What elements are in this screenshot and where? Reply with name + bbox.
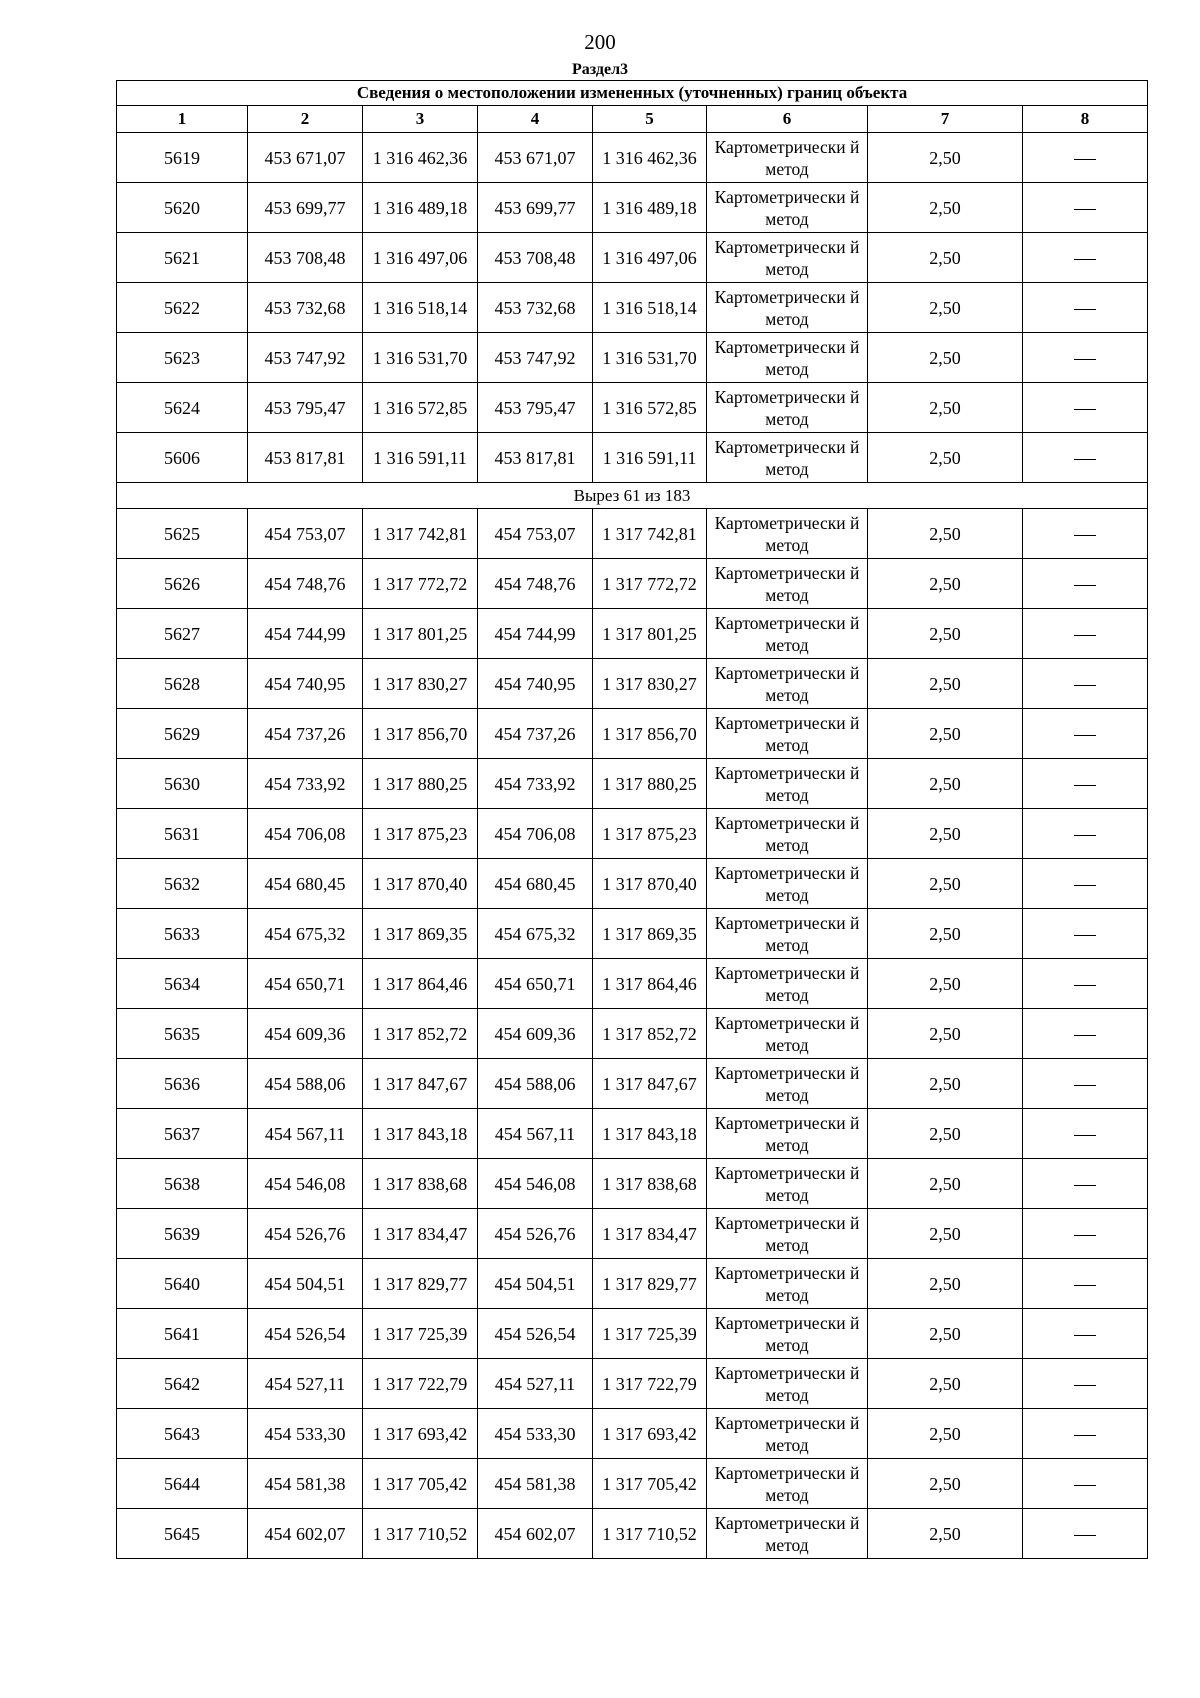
cell-x-new: 454 546,08 [478, 1159, 593, 1209]
cell-x-old: 453 747,92 [248, 333, 363, 383]
cell-no-value [1023, 709, 1148, 759]
cell-x-old: 454 581,38 [248, 1459, 363, 1509]
cell-method: Картометрически й метод [707, 1109, 868, 1159]
cell-accuracy: 2,50 [868, 859, 1023, 909]
cell-no-value [1023, 859, 1148, 909]
cell-x-old: 453 699,77 [248, 183, 363, 233]
table-row [117, 559, 1148, 609]
dash-mark [1074, 459, 1096, 460]
cell-y-new: 1 317 742,81 [593, 509, 707, 559]
dash-mark [1074, 735, 1096, 736]
cell-accuracy: 2,50 [868, 809, 1023, 859]
cell-no-value [1023, 659, 1148, 709]
column-number-8: 8 [1023, 106, 1148, 133]
cell-x-new: 454 526,54 [478, 1309, 593, 1359]
cell-no-value [1023, 1159, 1148, 1209]
cell-no-value [1023, 233, 1148, 283]
cell-y-old: 1 317 722,79 [363, 1359, 478, 1409]
cell-method: Картометрически й метод [707, 1509, 868, 1559]
cell-method: Картометрически й метод [707, 433, 868, 483]
cell-x-old: 454 527,11 [248, 1359, 363, 1409]
dash-mark [1074, 1085, 1096, 1086]
cell-point-number: 5635 [117, 1009, 248, 1059]
cell-y-old: 1 317 852,72 [363, 1009, 478, 1059]
boundary-coordinates-table [116, 80, 1148, 1559]
cell-x-new: 454 740,95 [478, 659, 593, 709]
cell-x-old: 454 680,45 [248, 859, 363, 909]
cell-y-old: 1 317 838,68 [363, 1159, 478, 1209]
cell-x-new: 454 748,76 [478, 559, 593, 609]
cell-no-value [1023, 183, 1148, 233]
cell-method: Картометрически й метод [707, 1409, 868, 1459]
dash-mark [1074, 1535, 1096, 1536]
column-number-5: 5 [593, 106, 707, 133]
cell-y-new: 1 317 772,72 [593, 559, 707, 609]
cell-y-old: 1 317 705,42 [363, 1459, 478, 1509]
cell-x-new: 454 526,76 [478, 1209, 593, 1259]
cell-method: Картометрически й метод [707, 1009, 868, 1059]
table-row [117, 1259, 1148, 1309]
cell-x-new: 454 680,45 [478, 859, 593, 909]
table-row [117, 183, 1148, 233]
cell-x-old: 454 748,76 [248, 559, 363, 609]
cell-accuracy: 2,50 [868, 759, 1023, 809]
cell-method: Картометрически й метод [707, 909, 868, 959]
cell-no-value [1023, 809, 1148, 859]
cell-x-old: 454 609,36 [248, 1009, 363, 1059]
cell-y-old: 1 317 870,40 [363, 859, 478, 909]
cell-y-new: 1 317 870,40 [593, 859, 707, 909]
cell-x-new: 454 737,26 [478, 709, 593, 759]
cell-y-new: 1 317 869,35 [593, 909, 707, 959]
column-number-6: 6 [707, 106, 868, 133]
cell-accuracy: 2,50 [868, 1159, 1023, 1209]
dash-mark [1074, 1335, 1096, 1336]
cell-no-value [1023, 909, 1148, 959]
dash-mark [1074, 935, 1096, 936]
cell-y-old: 1 316 497,06 [363, 233, 478, 283]
cell-method: Картометрически й метод [707, 609, 868, 659]
cell-point-number: 5642 [117, 1359, 248, 1409]
cell-accuracy: 2,50 [868, 1359, 1023, 1409]
table-row [117, 509, 1148, 559]
cell-x-new: 454 650,71 [478, 959, 593, 1009]
table-row [117, 1459, 1148, 1509]
cell-y-new: 1 316 518,14 [593, 283, 707, 333]
cell-accuracy: 2,50 [868, 283, 1023, 333]
table-caption-row [117, 81, 1148, 106]
cell-method: Картометрически й метод [707, 183, 868, 233]
cell-method: Картометрически й метод [707, 959, 868, 1009]
cell-x-new: 454 581,38 [478, 1459, 593, 1509]
cell-accuracy: 2,50 [868, 133, 1023, 183]
cell-accuracy: 2,50 [868, 1059, 1023, 1109]
cell-x-old: 454 588,06 [248, 1059, 363, 1109]
cell-x-old: 454 737,26 [248, 709, 363, 759]
cell-point-number: 5606 [117, 433, 248, 483]
cell-point-number: 5630 [117, 759, 248, 809]
cell-y-new: 1 317 852,72 [593, 1009, 707, 1059]
cell-x-new: 453 747,92 [478, 333, 593, 383]
cell-point-number: 5633 [117, 909, 248, 959]
cell-x-new: 454 609,36 [478, 1009, 593, 1059]
cell-method: Картометрически й метод [707, 1159, 868, 1209]
cell-y-new: 1 317 710,52 [593, 1509, 707, 1559]
cell-accuracy: 2,50 [868, 659, 1023, 709]
cell-no-value [1023, 433, 1148, 483]
cell-accuracy: 2,50 [868, 1209, 1023, 1259]
cell-accuracy: 2,50 [868, 709, 1023, 759]
cell-method: Картометрически й метод [707, 509, 868, 559]
dash-mark [1074, 309, 1096, 310]
cell-y-old: 1 316 531,70 [363, 333, 478, 383]
cell-accuracy: 2,50 [868, 959, 1023, 1009]
cell-y-new: 1 317 847,67 [593, 1059, 707, 1109]
cell-method: Картометрически й метод [707, 383, 868, 433]
cell-x-old: 454 567,11 [248, 1109, 363, 1159]
cell-y-new: 1 317 834,47 [593, 1209, 707, 1259]
cell-no-value [1023, 1509, 1148, 1559]
cell-accuracy: 2,50 [868, 333, 1023, 383]
column-number-4: 4 [478, 106, 593, 133]
table-row [117, 709, 1148, 759]
cell-y-new: 1 317 875,23 [593, 809, 707, 859]
cell-accuracy: 2,50 [868, 1459, 1023, 1509]
cell-no-value [1023, 1109, 1148, 1159]
cell-point-number: 5640 [117, 1259, 248, 1309]
cell-x-old: 454 526,54 [248, 1309, 363, 1359]
cell-y-new: 1 317 864,46 [593, 959, 707, 1009]
cell-y-old: 1 317 693,42 [363, 1409, 478, 1459]
cell-method: Картометрически й метод [707, 1359, 868, 1409]
column-number-2: 2 [248, 106, 363, 133]
cell-accuracy: 2,50 [868, 383, 1023, 433]
cell-x-old: 454 533,30 [248, 1409, 363, 1459]
cell-x-old: 454 733,92 [248, 759, 363, 809]
table-row [117, 283, 1148, 333]
cell-x-new: 454 533,30 [478, 1409, 593, 1459]
cell-no-value [1023, 333, 1148, 383]
cell-method: Картометрически й метод [707, 133, 868, 183]
dash-mark [1074, 1485, 1096, 1486]
cell-no-value [1023, 1059, 1148, 1109]
group-label-row [117, 483, 1148, 509]
cell-method: Картометрически й метод [707, 709, 868, 759]
cell-y-new: 1 317 838,68 [593, 1159, 707, 1209]
cell-no-value [1023, 283, 1148, 333]
cell-no-value [1023, 759, 1148, 809]
cell-method: Картометрически й метод [707, 659, 868, 709]
table-row [117, 1309, 1148, 1359]
cell-y-new: 1 316 462,36 [593, 133, 707, 183]
cell-method: Картометрически й метод [707, 1459, 868, 1509]
cell-x-old: 454 602,07 [248, 1509, 363, 1559]
cell-y-old: 1 316 572,85 [363, 383, 478, 433]
cell-y-old: 1 316 462,36 [363, 133, 478, 183]
dash-mark [1074, 1435, 1096, 1436]
cell-accuracy: 2,50 [868, 1409, 1023, 1459]
cell-x-old: 454 706,08 [248, 809, 363, 859]
table-row [117, 959, 1148, 1009]
cell-accuracy: 2,50 [868, 609, 1023, 659]
cell-y-new: 1 317 801,25 [593, 609, 707, 659]
cell-x-old: 454 744,99 [248, 609, 363, 659]
cell-y-new: 1 317 880,25 [593, 759, 707, 809]
cell-method: Картометрически й метод [707, 283, 868, 333]
cell-accuracy: 2,50 [868, 433, 1023, 483]
cell-method: Картометрически й метод [707, 559, 868, 609]
section-title: Раздел3 [571, 61, 629, 78]
cell-no-value [1023, 959, 1148, 1009]
cell-y-old: 1 316 591,11 [363, 433, 478, 483]
cell-y-old: 1 317 869,35 [363, 909, 478, 959]
cell-y-old: 1 317 843,18 [363, 1109, 478, 1159]
cell-x-old: 453 795,47 [248, 383, 363, 433]
cell-no-value [1023, 1209, 1148, 1259]
cell-y-new: 1 316 497,06 [593, 233, 707, 283]
cell-y-new: 1 316 531,70 [593, 333, 707, 383]
cell-point-number: 5634 [117, 959, 248, 1009]
cell-y-old: 1 317 847,67 [363, 1059, 478, 1109]
cell-x-new: 454 675,32 [478, 909, 593, 959]
table-row [117, 383, 1148, 433]
cell-point-number: 5641 [117, 1309, 248, 1359]
cell-point-number: 5639 [117, 1209, 248, 1259]
table-row [117, 233, 1148, 283]
cell-x-old: 453 671,07 [248, 133, 363, 183]
cell-y-old: 1 317 742,81 [363, 509, 478, 559]
dash-mark [1074, 985, 1096, 986]
table-row [117, 433, 1148, 483]
cell-x-new: 453 732,68 [478, 283, 593, 333]
cell-no-value [1023, 1359, 1148, 1409]
cell-no-value [1023, 509, 1148, 559]
cell-x-old: 454 740,95 [248, 659, 363, 709]
cell-x-new: 454 744,99 [478, 609, 593, 659]
cell-accuracy: 2,50 [868, 1009, 1023, 1059]
column-number-7: 7 [868, 106, 1023, 133]
dash-mark [1074, 359, 1096, 360]
dash-mark [1074, 785, 1096, 786]
cell-accuracy: 2,50 [868, 559, 1023, 609]
cell-point-number: 5620 [117, 183, 248, 233]
cell-y-old: 1 317 834,47 [363, 1209, 478, 1259]
dash-mark [1074, 209, 1096, 210]
table-row [117, 909, 1148, 959]
cell-y-old: 1 317 829,77 [363, 1259, 478, 1309]
cell-point-number: 5643 [117, 1409, 248, 1459]
cell-point-number: 5626 [117, 559, 248, 609]
cell-y-old: 1 317 801,25 [363, 609, 478, 659]
table-row [117, 1109, 1148, 1159]
cell-point-number: 5621 [117, 233, 248, 283]
cell-accuracy: 2,50 [868, 183, 1023, 233]
table-row [117, 659, 1148, 709]
cell-y-new: 1 317 693,42 [593, 1409, 707, 1459]
cell-method: Картометрически й метод [707, 1209, 868, 1259]
dash-mark [1074, 685, 1096, 686]
cell-x-new: 453 671,07 [478, 133, 593, 183]
cell-point-number: 5644 [117, 1459, 248, 1509]
cell-accuracy: 2,50 [868, 909, 1023, 959]
page-number: 200 [584, 30, 616, 54]
cell-x-new: 454 588,06 [478, 1059, 593, 1109]
cell-point-number: 5636 [117, 1059, 248, 1109]
cell-y-old: 1 316 518,14 [363, 283, 478, 333]
cell-y-old: 1 317 830,27 [363, 659, 478, 709]
cell-point-number: 5629 [117, 709, 248, 759]
cell-x-new: 454 504,51 [478, 1259, 593, 1309]
cell-x-old: 454 650,71 [248, 959, 363, 1009]
cell-y-old: 1 317 875,23 [363, 809, 478, 859]
cell-no-value [1023, 1409, 1148, 1459]
group-label: Вырез 61 из 183 [117, 483, 1148, 509]
cell-no-value [1023, 609, 1148, 659]
column-number-3: 3 [363, 106, 478, 133]
cell-y-new: 1 316 489,18 [593, 183, 707, 233]
dash-mark [1074, 535, 1096, 536]
cell-accuracy: 2,50 [868, 1509, 1023, 1559]
cell-x-new: 454 733,92 [478, 759, 593, 809]
cell-method: Картометрически й метод [707, 333, 868, 383]
cell-y-new: 1 317 856,70 [593, 709, 707, 759]
cell-no-value [1023, 1259, 1148, 1309]
table-row [117, 333, 1148, 383]
cell-y-new: 1 317 843,18 [593, 1109, 707, 1159]
cell-y-old: 1 317 864,46 [363, 959, 478, 1009]
cell-no-value [1023, 1309, 1148, 1359]
dash-mark [1074, 835, 1096, 836]
cell-no-value [1023, 383, 1148, 433]
table-row [117, 1059, 1148, 1109]
cell-x-new: 454 527,11 [478, 1359, 593, 1409]
cell-y-new: 1 317 722,79 [593, 1359, 707, 1409]
cell-method: Картометрически й метод [707, 1259, 868, 1309]
cell-y-old: 1 317 710,52 [363, 1509, 478, 1559]
cell-no-value [1023, 1459, 1148, 1509]
cell-accuracy: 2,50 [868, 233, 1023, 283]
table-row [117, 1159, 1148, 1209]
cell-x-new: 453 699,77 [478, 183, 593, 233]
dash-mark [1074, 409, 1096, 410]
cell-x-new: 454 753,07 [478, 509, 593, 559]
dash-mark [1074, 1035, 1096, 1036]
cell-x-new: 454 567,11 [478, 1109, 593, 1159]
table-row [117, 759, 1148, 809]
cell-y-new: 1 317 830,27 [593, 659, 707, 709]
cell-y-new: 1 316 591,11 [593, 433, 707, 483]
cell-point-number: 5628 [117, 659, 248, 709]
dash-mark [1074, 1235, 1096, 1236]
column-number-1: 1 [117, 106, 248, 133]
cell-x-new: 454 602,07 [478, 1509, 593, 1559]
cell-x-old: 453 732,68 [248, 283, 363, 333]
cell-no-value [1023, 1009, 1148, 1059]
cell-point-number: 5645 [117, 1509, 248, 1559]
cell-x-new: 454 706,08 [478, 809, 593, 859]
dash-mark [1074, 1385, 1096, 1386]
cell-y-new: 1 317 829,77 [593, 1259, 707, 1309]
dash-mark [1074, 1285, 1096, 1286]
cell-method: Картометрически й метод [707, 1309, 868, 1359]
cell-accuracy: 2,50 [868, 509, 1023, 559]
cell-x-old: 454 504,51 [248, 1259, 363, 1309]
table-row [117, 1409, 1148, 1459]
table-row [117, 1359, 1148, 1409]
cell-point-number: 5623 [117, 333, 248, 383]
dash-mark [1074, 159, 1096, 160]
cell-x-old: 454 675,32 [248, 909, 363, 959]
dash-mark [1074, 885, 1096, 886]
cell-y-old: 1 317 725,39 [363, 1309, 478, 1359]
cell-accuracy: 2,50 [868, 1309, 1023, 1359]
column-numbers-row [117, 106, 1148, 133]
cell-method: Картометрически й метод [707, 809, 868, 859]
cell-point-number: 5632 [117, 859, 248, 909]
cell-method: Картометрически й метод [707, 233, 868, 283]
cell-no-value [1023, 559, 1148, 609]
cell-x-old: 454 546,08 [248, 1159, 363, 1209]
cell-x-old: 454 526,76 [248, 1209, 363, 1259]
dash-mark [1074, 1185, 1096, 1186]
table-row [117, 1209, 1148, 1259]
cell-point-number: 5624 [117, 383, 248, 433]
cell-point-number: 5627 [117, 609, 248, 659]
dash-mark [1074, 259, 1096, 260]
cell-y-new: 1 317 705,42 [593, 1459, 707, 1509]
table-row [117, 609, 1148, 659]
cell-method: Картометрически й метод [707, 859, 868, 909]
cell-point-number: 5619 [117, 133, 248, 183]
cell-point-number: 5625 [117, 509, 248, 559]
table-caption: Сведения о местоположении измененных (уточненных) границ объекта [117, 81, 1148, 106]
table-row [117, 859, 1148, 909]
cell-x-new: 453 795,47 [478, 383, 593, 433]
cell-x-new: 453 708,48 [478, 233, 593, 283]
dash-mark [1074, 585, 1096, 586]
cell-point-number: 5638 [117, 1159, 248, 1209]
table-row [117, 1509, 1148, 1559]
table-row [117, 133, 1148, 183]
cell-method: Картометрически й метод [707, 1059, 868, 1109]
cell-y-new: 1 316 572,85 [593, 383, 707, 433]
dash-mark [1074, 635, 1096, 636]
cell-x-new: 453 817,81 [478, 433, 593, 483]
cell-y-old: 1 317 772,72 [363, 559, 478, 609]
cell-y-old: 1 317 856,70 [363, 709, 478, 759]
cell-x-old: 453 817,81 [248, 433, 363, 483]
cell-point-number: 5637 [117, 1109, 248, 1159]
cell-y-old: 1 317 880,25 [363, 759, 478, 809]
cell-x-old: 453 708,48 [248, 233, 363, 283]
table-row [117, 1009, 1148, 1059]
cell-accuracy: 2,50 [868, 1259, 1023, 1309]
cell-y-new: 1 317 725,39 [593, 1309, 707, 1359]
cell-y-old: 1 316 489,18 [363, 183, 478, 233]
cell-x-old: 454 753,07 [248, 509, 363, 559]
cell-no-value [1023, 133, 1148, 183]
table-row [117, 809, 1148, 859]
cell-method: Картометрически й метод [707, 759, 868, 809]
dash-mark [1074, 1135, 1096, 1136]
cell-point-number: 5631 [117, 809, 248, 859]
cell-accuracy: 2,50 [868, 1109, 1023, 1159]
cell-point-number: 5622 [117, 283, 248, 333]
